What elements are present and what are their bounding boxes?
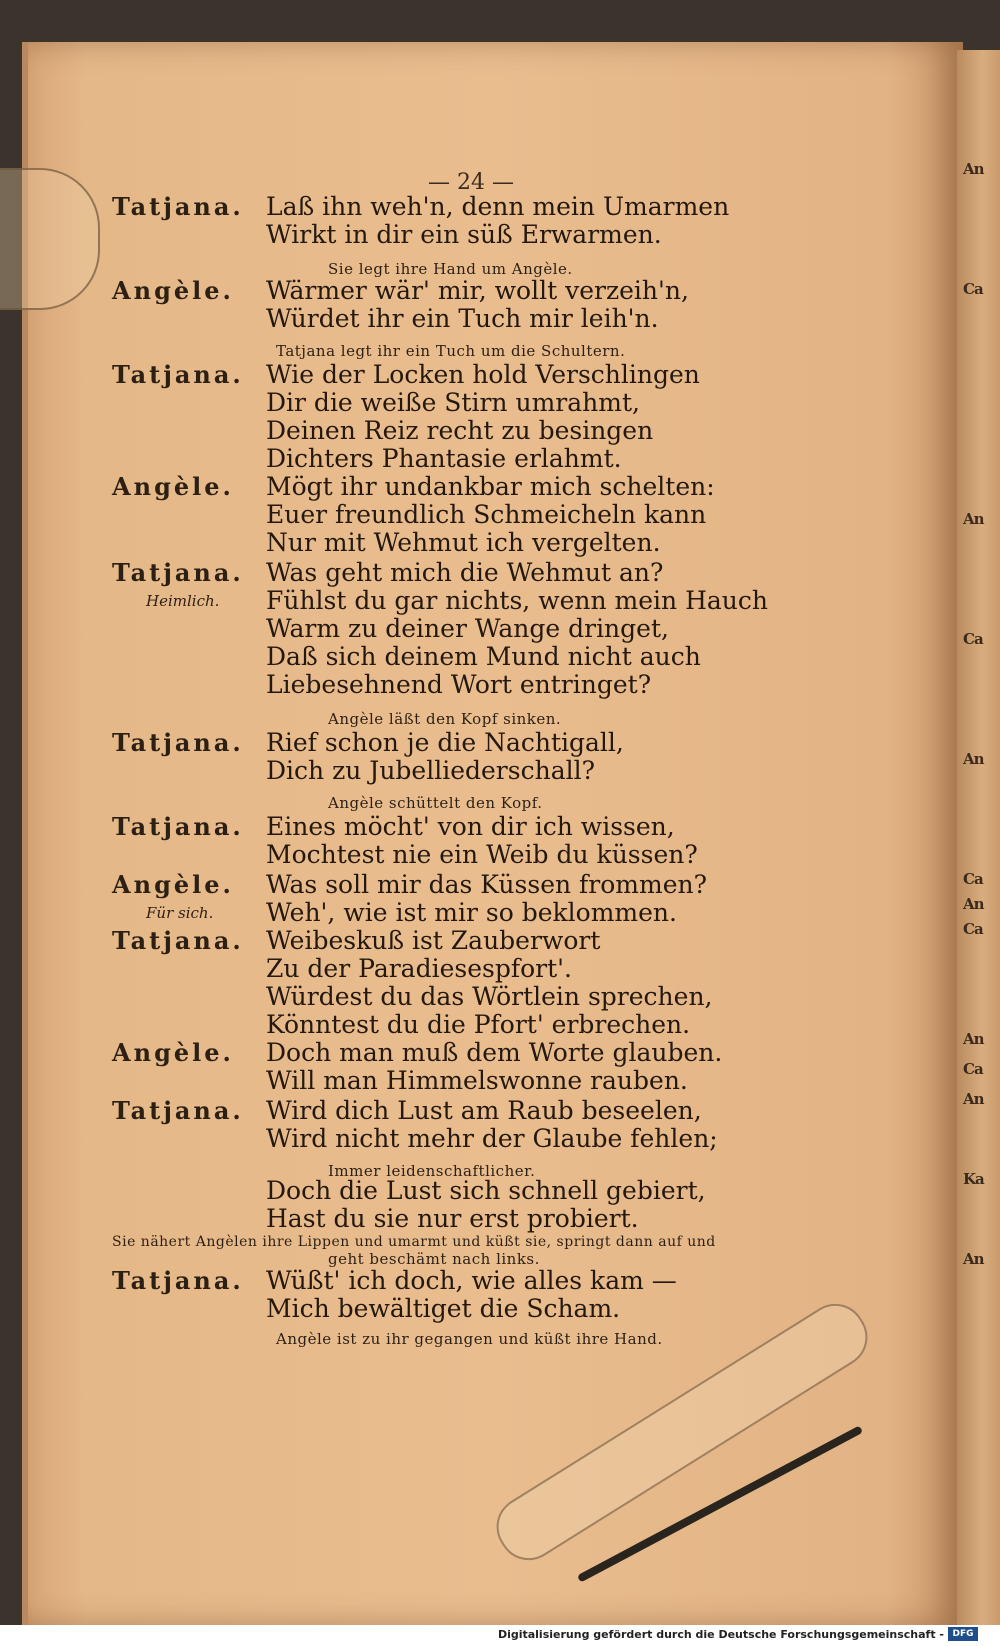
- verse-line: Weibeskuß ist Zauberwort: [266, 926, 601, 955]
- edge-text-fragment: Ca: [963, 280, 983, 298]
- speaker-name: Tatjana.: [112, 1266, 244, 1295]
- verse-line: Mögt ihr undankbar mich schelten:: [266, 472, 715, 501]
- speaker-name: Tatjana.: [112, 192, 244, 221]
- verse-line: Wie der Locken hold Verschlingen: [266, 360, 700, 389]
- verse-line: Daß sich deinem Mund nicht auch: [266, 642, 701, 671]
- edge-text-fragment: An: [963, 895, 984, 913]
- verse-line: Laß ihn weh'n, denn mein Umarmen: [266, 192, 730, 221]
- stage-aside: Für sich.: [146, 904, 214, 922]
- verse-line: Nur mit Wehmut ich vergelten.: [266, 528, 661, 557]
- adjacent-page-edge: [957, 50, 1000, 1625]
- verse-line: Doch die Lust sich schnell gebiert,: [266, 1176, 706, 1205]
- speaker-name: Angèle.: [112, 276, 234, 305]
- verse-line: Deinen Reiz recht zu besingen: [266, 416, 654, 445]
- verse-line: Weh', wie ist mir so beklommen.: [266, 898, 677, 927]
- verse-line: Zu der Paradiesespfort'.: [266, 954, 572, 983]
- speaker-name: Tatjana.: [112, 1096, 244, 1125]
- verse-line: Was soll mir das Küssen frommen?: [266, 870, 708, 899]
- stage-direction: geht beschämt nach links.: [328, 1250, 540, 1268]
- verse-line: Wird dich Lust am Raub beseelen,: [266, 1096, 702, 1125]
- speaker-name: Tatjana.: [112, 728, 244, 757]
- speaker-name: Tatjana.: [112, 812, 244, 841]
- verse-line: Eines möcht' von dir ich wissen,: [266, 812, 675, 841]
- verse-line: Wüßt' ich doch, wie alles kam —: [266, 1266, 677, 1295]
- edge-text-fragment: An: [963, 510, 984, 528]
- speaker-name: Angèle.: [112, 1038, 234, 1067]
- verse-line: Will man Himmelswonne rauben.: [266, 1066, 688, 1095]
- verse-line: Wärmer wär' mir, wollt verzeih'n,: [266, 276, 689, 305]
- stage-aside: Heimlich.: [146, 592, 220, 610]
- edge-text-fragment: An: [963, 160, 984, 178]
- speaker-name: Angèle.: [112, 870, 234, 899]
- edge-text-fragment: Ka: [963, 1170, 984, 1188]
- verse-line: Warm zu deiner Wange dringet,: [266, 614, 669, 643]
- clip-icon: [0, 168, 100, 310]
- edge-text-fragment: An: [963, 1250, 984, 1268]
- edge-text-fragment: An: [963, 1030, 984, 1048]
- stage-direction: Sie nähert Angèlen ihre Lippen und umarmt und küßt sie, springt dann auf und: [112, 1234, 716, 1250]
- book-page: [22, 42, 963, 1625]
- verse-line: Würdest du das Wörtlein sprechen,: [266, 982, 713, 1011]
- edge-text-fragment: Ca: [963, 870, 983, 888]
- stage-direction: Tatjana legt ihr ein Tuch um die Schultern.: [276, 342, 626, 360]
- edge-text-fragment: Ca: [963, 1060, 983, 1078]
- footer-credit: Digitalisierung gefördert durch die Deutsche Forschungsgemeinschaft -: [497, 1628, 944, 1641]
- verse-line: Euer freundlich Schmeicheln kann: [266, 500, 707, 529]
- verse-line: Mochtest nie ein Weib du küssen?: [266, 840, 698, 869]
- speaker-name: Angèle.: [112, 472, 234, 501]
- speaker-name: Tatjana.: [112, 558, 244, 587]
- verse-line: Mich bewältiget die Scham.: [266, 1294, 621, 1323]
- verse-line: Doch man muß dem Worte glauben.: [266, 1038, 723, 1067]
- verse-line: Dich zu Jubelliederschall?: [266, 756, 595, 785]
- verse-line: Würdet ihr ein Tuch mir leih'n.: [266, 304, 659, 333]
- verse-line: Dichters Phantasie erlahmt.: [266, 444, 622, 473]
- edge-text-fragment: Ca: [963, 630, 983, 648]
- verse-line: Was geht mich die Wehmut an?: [266, 558, 664, 587]
- verse-line: Dir die weiße Stirn umrahmt,: [266, 388, 640, 417]
- verse-line: Fühlst du gar nichts, wenn mein Hauch: [266, 586, 768, 615]
- stage-direction: Immer leidenschaftlicher.: [328, 1162, 536, 1180]
- edge-text-fragment: An: [963, 750, 984, 768]
- speaker-name: Tatjana.: [112, 360, 244, 389]
- stage-direction: Angèle ist zu ihr gegangen und küßt ihre Hand.: [276, 1330, 663, 1348]
- page-number: — 24 —: [428, 170, 514, 195]
- verse-line: Hast du sie nur erst probiert.: [266, 1204, 639, 1233]
- verse-line: Könntest du die Pfort' erbrechen.: [266, 1010, 691, 1039]
- stage-direction: Sie legt ihre Hand um Angèle.: [328, 260, 573, 278]
- stage-direction: Angèle schüttelt den Kopf.: [328, 794, 543, 812]
- verse-line: Wirkt in dir ein süß Erwarmen.: [266, 220, 662, 249]
- edge-text-fragment: An: [963, 1090, 984, 1108]
- verse-line: Wird nicht mehr der Glaube fehlen;: [266, 1124, 718, 1153]
- verse-line: Liebesehnend Wort entringet?: [266, 670, 652, 699]
- dfg-logo: DFG: [948, 1627, 978, 1641]
- stage-direction: Angèle läßt den Kopf sinken.: [328, 710, 562, 728]
- speaker-name: Tatjana.: [112, 926, 244, 955]
- verse-line: Rief schon je die Nachtigall,: [266, 728, 624, 757]
- edge-text-fragment: Ca: [963, 920, 983, 938]
